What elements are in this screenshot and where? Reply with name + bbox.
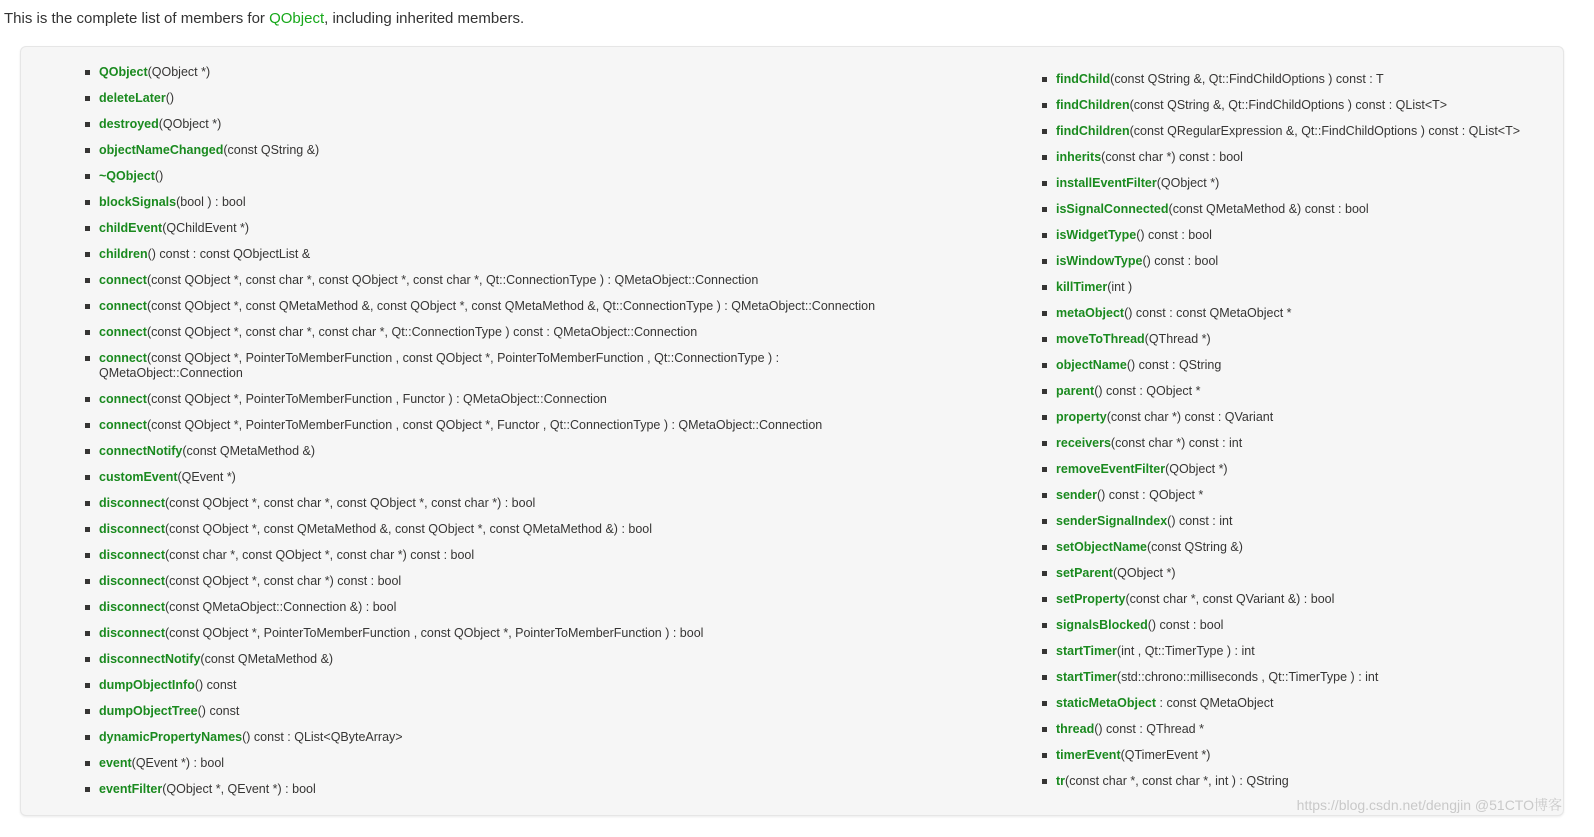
member-link-movetothread[interactable]: moveToThread <box>1056 332 1145 346</box>
member-signature: () <box>165 91 175 105</box>
member-signature: (const QObject *, const char *) const : bool <box>165 574 402 588</box>
right-member-item <box>1042 98 1562 124</box>
member-signature: (const QString &, Qt::FindChildOptions ) const : T <box>1110 72 1384 86</box>
member-link-objectnamechanged[interactable]: objectNameChanged <box>99 143 224 157</box>
member-link-signalsblocked[interactable]: signalsBlocked <box>1056 618 1148 632</box>
left-member-item <box>85 626 825 652</box>
member-signature: (const QObject *, const QMetaMethod &, const QObject *, const QMetaMethod &) : bool <box>165 522 653 536</box>
right-member-item <box>1042 488 1562 514</box>
member-signature: (const QString &) <box>223 143 320 157</box>
member-signature: (bool ) : bool <box>176 195 246 209</box>
left-member-item <box>85 756 825 782</box>
member-link-qobject[interactable]: ~QObject <box>99 169 155 183</box>
left-member-item <box>85 325 825 351</box>
intro-suffix: , including inherited members. <box>324 10 525 27</box>
right-member-item <box>1042 670 1562 696</box>
left-member-item <box>85 782 825 808</box>
left-member-item <box>85 247 825 273</box>
right-member-item <box>1042 72 1562 98</box>
member-link-connect[interactable]: connect <box>99 325 147 339</box>
right-member-item <box>1042 618 1562 644</box>
member-signature: (const char *) const : int <box>1110 436 1243 450</box>
right-member-item <box>1042 332 1562 358</box>
member-signature: (const QRegularExpression &, Qt::FindChildOptions ) const : QList<T> <box>1129 124 1521 138</box>
member-signature: () const : QString <box>1126 358 1222 372</box>
member-link-starttimer[interactable]: startTimer <box>1056 644 1117 658</box>
member-signature: (QObject *, QEvent *) : bool <box>162 782 316 796</box>
member-signature: (const QObject *, PointerToMemberFunction , const QObject *, PointerToMemberFunction , Qt::ConnectionType ) : QMetaObject::Connection <box>99 351 780 380</box>
member-signature: () <box>154 169 164 183</box>
right-member-item <box>1042 566 1562 592</box>
member-signature: (const char *) const : bool <box>1101 150 1243 164</box>
member-link-children[interactable]: children <box>99 247 148 261</box>
member-link-tr[interactable]: tr <box>1056 774 1066 788</box>
left-member-item <box>85 678 825 704</box>
member-link-sendersignalindex[interactable]: senderSignalIndex <box>1056 514 1168 528</box>
member-signature: (QObject *) <box>158 117 222 131</box>
member-signature: () const : bool <box>1142 254 1219 268</box>
right-member-item <box>1042 410 1562 436</box>
member-signature: () const : bool <box>1136 228 1212 242</box>
left-member-item <box>85 143 825 169</box>
right-member-item <box>1042 514 1562 540</box>
member-signature: (std::chrono::milliseconds , Qt::TimerType ) : int <box>1116 670 1379 684</box>
member-signature: () const : bool <box>1147 618 1224 632</box>
member-link-starttimer[interactable]: startTimer <box>1056 670 1117 684</box>
member-list-panel <box>20 46 1564 816</box>
member-list-left <box>85 65 876 808</box>
member-signature: (const char *, const char *, int ) : QString <box>1065 774 1289 788</box>
member-link-iswidgettype[interactable]: isWidgetType <box>1056 228 1137 242</box>
member-signature: (QObject *) <box>1156 176 1220 190</box>
member-signature: (const QMetaMethod &) <box>200 652 334 666</box>
left-member-item <box>85 392 825 418</box>
member-signature: (const QMetaMethod &) const : bool <box>1168 202 1369 216</box>
member-link-issignalconnected[interactable]: isSignalConnected <box>1056 202 1169 216</box>
left-member-item <box>85 548 825 574</box>
member-link-dumpobjecttree[interactable]: dumpObjectTree <box>99 704 198 718</box>
right-member-item <box>1042 280 1562 306</box>
member-list-right <box>1042 72 1562 800</box>
right-member-item <box>1042 202 1562 228</box>
left-member-item <box>85 221 825 247</box>
member-signature: () const <box>197 704 240 718</box>
member-signature: (const QMetaObject::Connection &) : bool <box>165 600 397 614</box>
member-link-customevent[interactable]: customEvent <box>99 470 178 484</box>
member-link-installeventfilter[interactable]: installEventFilter <box>1056 176 1157 190</box>
member-link-connect[interactable]: connect <box>99 273 147 287</box>
left-member-item <box>85 600 825 626</box>
right-member-item <box>1042 150 1562 176</box>
member-link-disconnectnotify[interactable]: disconnectNotify <box>99 652 201 666</box>
member-link-killtimer[interactable]: killTimer <box>1056 280 1108 294</box>
member-signature: (const char *, const QObject *, const char *) const : bool <box>165 548 475 562</box>
right-member-item <box>1042 228 1562 254</box>
member-link-property[interactable]: property <box>1056 410 1107 424</box>
member-link-timerevent[interactable]: timerEvent <box>1056 748 1121 762</box>
member-signature: (QObject *) <box>1165 462 1228 476</box>
left-member-item <box>85 418 825 444</box>
member-link-findchild[interactable]: findChild <box>1056 72 1111 86</box>
right-member-item <box>1042 748 1562 774</box>
left-member-item <box>85 730 825 756</box>
right-member-item <box>1042 436 1562 462</box>
right-member-item <box>1042 176 1562 202</box>
right-member-item <box>1042 592 1562 618</box>
member-link-disconnect[interactable]: disconnect <box>99 574 165 588</box>
member-signature: (const QObject *, PointerToMemberFunction , Functor ) : QMetaObject::Connection <box>146 392 607 406</box>
intro-text <box>4 10 524 27</box>
member-link-sender[interactable]: sender <box>1056 488 1097 502</box>
qobject-link[interactable]: QObject <box>269 10 325 27</box>
member-signature: (QChildEvent *) <box>162 221 250 235</box>
member-link-qobject[interactable]: QObject <box>99 65 148 79</box>
member-signature: (const char *) const : QVariant <box>1106 410 1274 424</box>
member-link-findchildren[interactable]: findChildren <box>1056 124 1130 138</box>
left-member-item <box>85 704 825 730</box>
member-signature: (QThread *) <box>1144 332 1211 346</box>
member-signature: (QTimerEvent *) <box>1120 748 1211 762</box>
right-member-item <box>1042 644 1562 670</box>
member-link-disconnect[interactable]: disconnect <box>99 548 165 562</box>
member-signature: (QObject *) <box>147 65 211 79</box>
right-member-item <box>1042 124 1562 150</box>
member-signature: () const : const QMetaObject * <box>1124 306 1292 320</box>
right-member-item <box>1042 384 1562 410</box>
member-signature: () const : const QObjectList & <box>147 247 311 261</box>
member-link-dumpobjectinfo[interactable]: dumpObjectInfo <box>99 678 195 692</box>
left-member-item <box>85 117 825 143</box>
right-member-item <box>1042 306 1562 332</box>
member-link-deletelater[interactable]: deleteLater <box>99 91 166 105</box>
left-member-item <box>85 195 825 221</box>
member-link-eventfilter[interactable]: eventFilter <box>99 782 163 796</box>
member-signature: (const QObject *, PointerToMemberFunction , const QObject *, Functor , Qt::ConnectionType ) : QMetaObject::Connection <box>146 418 823 432</box>
member-signature: (const QObject *, PointerToMemberFunction , const QObject *, PointerToMemberFunction ) : bool <box>165 626 704 640</box>
right-member-item <box>1042 358 1562 384</box>
member-signature: () const <box>194 678 237 692</box>
left-member-item <box>85 169 825 195</box>
member-signature: (const QMetaMethod &) <box>182 444 316 458</box>
member-signature: (const QString &) <box>1147 540 1243 554</box>
member-signature: () const : QThread * <box>1094 722 1204 736</box>
left-member-item <box>85 351 819 392</box>
member-link-disconnect[interactable]: disconnect <box>99 496 165 510</box>
member-link-setparent[interactable]: setParent <box>1056 566 1113 580</box>
left-member-item <box>85 470 825 496</box>
left-member-item <box>85 574 825 600</box>
left-member-item <box>85 522 825 548</box>
member-link-thread[interactable]: thread <box>1056 722 1095 736</box>
member-link-iswindowtype[interactable]: isWindowType <box>1056 254 1143 268</box>
member-signature: () const : QList<QByteArray> <box>242 730 403 744</box>
left-member-item <box>85 65 825 91</box>
member-link-connect[interactable]: connect <box>99 418 147 432</box>
member-link-blocksignals[interactable]: blockSignals <box>99 195 177 209</box>
member-signature: () const : int <box>1167 514 1233 528</box>
member-link-metaobject[interactable]: metaObject <box>1056 306 1125 320</box>
member-signature: (const QObject *, const QMetaMethod &, const QObject *, const QMetaMethod &, Qt::ConnectionType ) : QMetaObject::Connection <box>146 299 876 313</box>
member-link-disconnect[interactable]: disconnect <box>99 522 165 536</box>
left-member-item <box>85 91 825 117</box>
left-member-item <box>85 273 825 299</box>
member-signature: (QObject *) <box>1112 566 1176 580</box>
member-signature: (int , Qt::TimerType ) : int <box>1116 644 1255 658</box>
member-signature: (QEvent *) <box>177 470 236 484</box>
right-member-item <box>1042 254 1562 280</box>
left-member-item <box>85 496 825 522</box>
left-member-item <box>85 652 825 678</box>
watermark: https://blog.csdn.net/dengjin @51CTO博客 <box>1296 797 1562 813</box>
member-link-objectname[interactable]: objectName <box>1056 358 1127 372</box>
right-member-item <box>1042 696 1562 722</box>
member-link-staticmetaobject[interactable]: staticMetaObject <box>1056 696 1157 710</box>
member-link-inherits[interactable]: inherits <box>1056 150 1102 164</box>
intro-prefix: This is the complete list of members for <box>4 10 270 27</box>
member-link-destroyed[interactable]: destroyed <box>99 117 159 131</box>
member-link-connectnotify[interactable]: connectNotify <box>99 444 183 458</box>
member-link-parent[interactable]: parent <box>1056 384 1095 398</box>
left-member-item <box>85 444 825 470</box>
member-link-receivers[interactable]: receivers <box>1056 436 1111 450</box>
member-link-dynamicpropertynames[interactable]: dynamicPropertyNames <box>99 730 243 744</box>
member-link-setobjectname[interactable]: setObjectName <box>1056 540 1148 554</box>
member-signature: (const QObject *, const char *, const QObject *, const char *, Qt::ConnectionType ) : QMetaObject::Connection <box>146 273 759 287</box>
member-link-connect[interactable]: connect <box>99 299 147 313</box>
member-signature: (const QObject *, const char *, const QObject *, const char *) : bool <box>165 496 536 510</box>
member-link-connect[interactable]: connect <box>99 392 147 406</box>
right-member-item <box>1042 462 1562 488</box>
member-link-childevent[interactable]: childEvent <box>99 221 163 235</box>
member-signature: () const : QObject * <box>1094 384 1201 398</box>
member-link-disconnect[interactable]: disconnect <box>99 626 165 640</box>
member-signature: (int ) <box>1107 280 1133 294</box>
member-signature: (const QString &, Qt::FindChildOptions ) const : QList<T> <box>1129 98 1448 112</box>
member-link-event[interactable]: event <box>99 756 132 770</box>
right-member-item <box>1042 722 1562 748</box>
member-link-setproperty[interactable]: setProperty <box>1056 592 1126 606</box>
member-link-removeeventfilter[interactable]: removeEventFilter <box>1056 462 1166 476</box>
member-signature: : const QMetaObject <box>1156 696 1274 710</box>
member-link-connect[interactable]: connect <box>99 351 147 365</box>
member-link-disconnect[interactable]: disconnect <box>99 600 165 614</box>
member-signature: () const : QObject * <box>1097 488 1204 502</box>
member-signature: (const QObject *, const char *, const char *, Qt::ConnectionType ) const : QMetaObject::Connection <box>146 325 698 339</box>
right-member-item <box>1042 540 1562 566</box>
member-signature: (QEvent *) : bool <box>131 756 225 770</box>
member-link-findchildren[interactable]: findChildren <box>1056 98 1130 112</box>
member-signature: (const char *, const QVariant &) : bool <box>1125 592 1335 606</box>
left-member-item <box>85 299 876 325</box>
